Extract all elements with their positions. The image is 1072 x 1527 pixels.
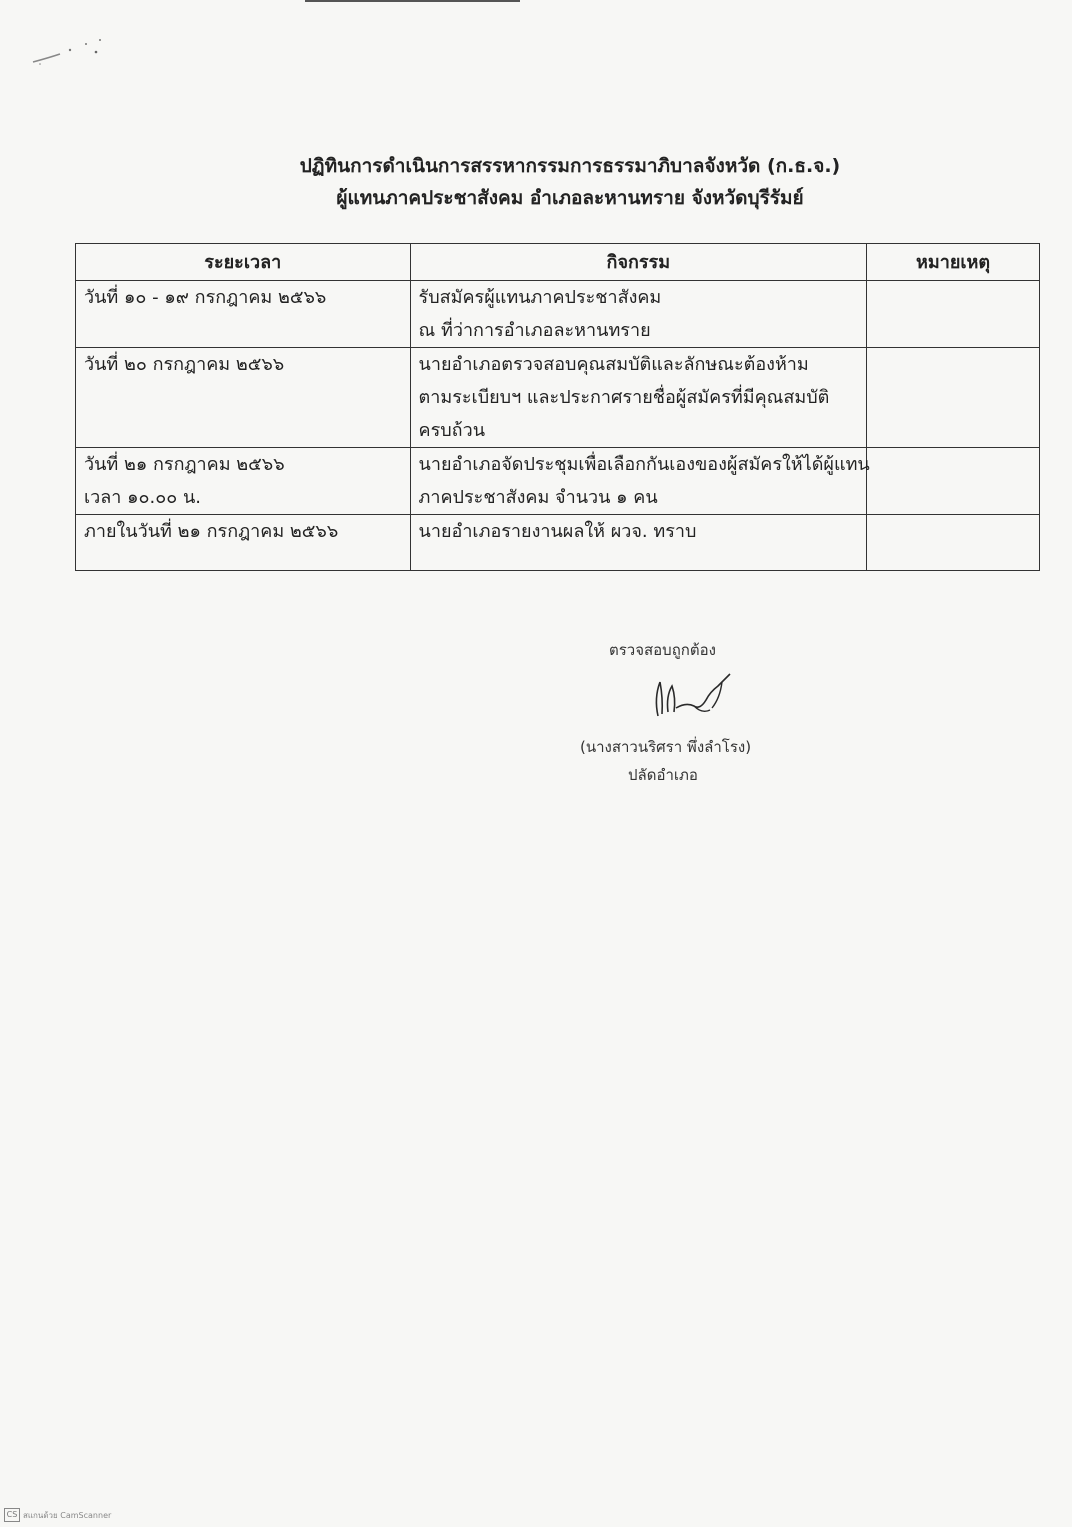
period-text: วันที่ ๒๐ กรกฎาคม ๒๕๖๖ — [84, 354, 285, 375]
table-row — [76, 515, 1040, 571]
top-scan-rule — [305, 0, 520, 2]
period-text: เวลา ๑๐.๐๐ น. — [84, 487, 201, 508]
header-note: หมายเหตุ — [867, 244, 1040, 281]
activity-text: นายอำเภอรายงานผลให้ ผวจ. ทราบ — [418, 521, 697, 542]
activity-text: ตามระเบียบฯ และประกาศรายชื่อผู้สมัครที่มีคุณสมบัติ — [418, 387, 830, 408]
title-line-1: ปฏิทินการดำเนินการสรรหากรรมการธรรมาภิบาลจังหวัด (ก.ธ.จ.) — [299, 155, 841, 177]
signer-name: (นางสาวนริศรา พึ่งลำโรง) — [580, 738, 752, 756]
activity-cell — [410, 348, 867, 448]
period-cell — [76, 448, 411, 515]
period-text: ภายในวันที่ ๒๑ กรกฎาคม ๒๕๖๖ — [84, 521, 339, 542]
activity-text: นายอำเภอตรวจสอบคุณสมบัติและลักษณะต้องห้าม — [418, 354, 809, 375]
camscanner-logo-icon: CS — [4, 1508, 20, 1522]
header-activity: กิจกรรม — [410, 244, 867, 281]
table-header-row — [76, 244, 1040, 281]
period-cell — [76, 281, 411, 348]
schedule-table — [75, 243, 1040, 571]
signer-position: ปลัดอำเภอ — [628, 766, 698, 784]
table-row — [76, 348, 1040, 448]
period-cell — [76, 348, 411, 448]
activity-text: นายอำเภอจัดประชุมเพื่อเลือกกันเองของผู้สมัครให้ได้ผู้แทน — [418, 454, 870, 475]
handwritten-signature — [650, 668, 740, 723]
note-cell — [867, 281, 1040, 348]
table-row — [76, 448, 1040, 515]
activity-text: ครบถ้วน — [418, 420, 485, 441]
period-text: วันที่ ๑๐ - ๑๙ กรกฎาคม ๒๕๖๖ — [84, 287, 327, 308]
note-cell — [867, 348, 1040, 448]
table-row — [76, 281, 1040, 348]
activity-text: รับสมัครผู้แทนภาคประชาสังคม — [418, 287, 662, 308]
note-cell — [867, 515, 1040, 571]
activity-text: ณ ที่ว่าการอำเภอละหานทราย — [418, 320, 651, 341]
verify-text: ตรวจสอบถูกต้อง — [609, 641, 716, 659]
scanner-watermark — [4, 1508, 111, 1522]
period-cell — [76, 515, 411, 571]
activity-cell — [410, 515, 867, 571]
note-cell — [867, 448, 1040, 515]
scan-specks — [28, 38, 118, 68]
period-text: วันที่ ๒๑ กรกฎาคม ๒๕๖๖ — [84, 454, 285, 475]
activity-text: ภาคประชาสังคม จำนวน ๑ คน — [418, 487, 658, 508]
activity-cell — [410, 448, 870, 515]
scanner-text: สแกนด้วย CamScanner — [23, 1510, 112, 1520]
header-period: ระยะเวลา — [76, 244, 411, 281]
title-line-2: ผู้แทนภาคประชาสังคม อำเภอละหานทราย จังหวัดบุรีรัมย์ — [336, 187, 804, 209]
document-title — [0, 150, 1072, 214]
activity-cell — [410, 281, 867, 348]
